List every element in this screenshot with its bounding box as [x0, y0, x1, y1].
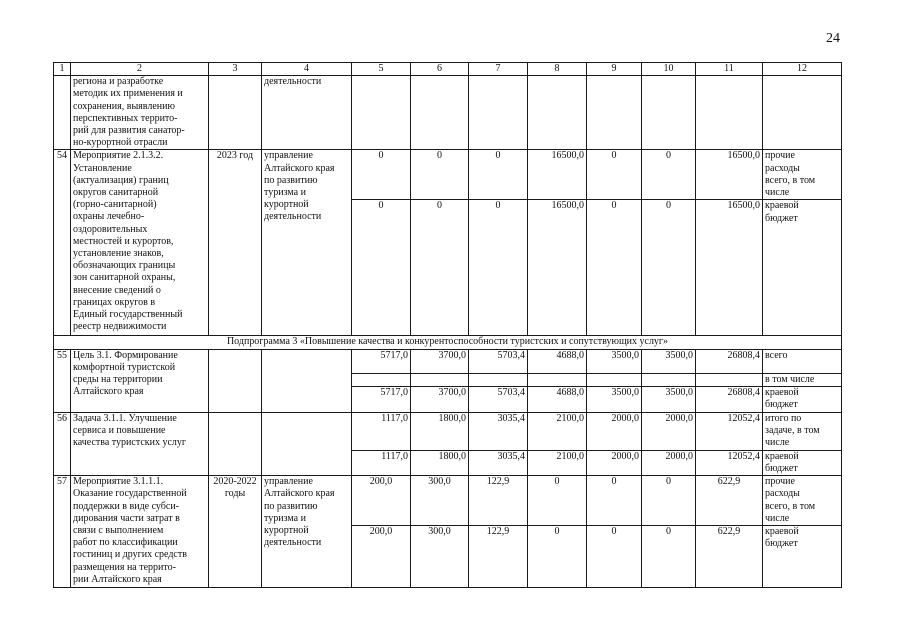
value-cell: [696, 373, 763, 386]
header-row: [54, 63, 842, 76]
value-cell: [587, 373, 642, 386]
value-cell: 26808,4: [696, 386, 763, 412]
header-cell: 1: [54, 63, 71, 76]
value-cell: [696, 76, 763, 150]
value-cell: [411, 373, 469, 386]
row-executor: деятельности: [262, 76, 352, 150]
value-cell: 0: [642, 526, 696, 588]
value-cell: 0: [587, 200, 642, 336]
value-cell: 2000,0: [587, 450, 642, 475]
value-cell: 12052,4: [696, 450, 763, 475]
header-cell: 12: [763, 63, 842, 76]
value-cell: 16500,0: [528, 150, 587, 200]
value-cell: 26808,4: [696, 349, 763, 373]
value-cell: [642, 76, 696, 150]
row-executor: [262, 412, 352, 475]
row-period: 2020-2022 годы: [209, 476, 262, 588]
value-cell: 2100,0: [528, 412, 587, 450]
value-cell: 622,9: [696, 476, 763, 526]
source-cell: краевой бюджет: [763, 386, 842, 412]
value-cell: 1800,0: [411, 412, 469, 450]
value-cell: 0: [642, 200, 696, 336]
value-cell: 16500,0: [696, 150, 763, 200]
source-cell: краевой бюджет: [763, 200, 842, 336]
value-cell: [411, 76, 469, 150]
value-cell: [469, 76, 528, 150]
value-cell: 16500,0: [528, 200, 587, 336]
table-row: [54, 476, 842, 526]
value-cell: 0: [411, 200, 469, 336]
value-cell: 0: [469, 150, 528, 200]
table-row: [54, 150, 842, 200]
header-cell: 2: [71, 63, 209, 76]
value-cell: 200,0: [352, 476, 411, 526]
value-cell: 3500,0: [642, 386, 696, 412]
value-cell: 3035,4: [469, 450, 528, 475]
value-cell: 3035,4: [469, 412, 528, 450]
source-cell: краевой бюджет: [763, 526, 842, 588]
row-name: Мероприятие 2.1.3.2. Установление (актуализация) границ округов санитарной (горно-санитарной) охраны лечебно- оздоровительных местностей и курортов, установление знаков, обозначающих границы зон санитарной охраны, внесение сведений о границах округов в Единый государственный реестр недвижимости: [71, 150, 209, 336]
value-cell: 300,0: [411, 476, 469, 526]
value-cell: [587, 76, 642, 150]
value-cell: 200,0: [352, 526, 411, 588]
header-cell: 9: [587, 63, 642, 76]
value-cell: 0: [587, 476, 642, 526]
value-cell: 0: [642, 476, 696, 526]
value-cell: [528, 373, 587, 386]
value-cell: 5703,4: [469, 349, 528, 373]
value-cell: 5717,0: [352, 386, 411, 412]
row-number: 57: [54, 476, 71, 588]
source-cell: итого по задаче, в том числе: [763, 412, 842, 450]
row-period: [209, 349, 262, 412]
value-cell: [642, 373, 696, 386]
value-cell: 0: [352, 150, 411, 200]
value-cell: 2000,0: [642, 450, 696, 475]
source-cell: прочие расходы всего, в том числе: [763, 476, 842, 526]
header-cell: 8: [528, 63, 587, 76]
table-row: [54, 349, 842, 373]
row-name: региона и разработке методик их применения и сохранения, выявлению перспективных террито- рий для развития санатор- но-курортной отрасли: [71, 76, 209, 150]
value-cell: 1117,0: [352, 450, 411, 475]
table-row: [54, 412, 842, 450]
value-cell: 3700,0: [411, 349, 469, 373]
value-cell: 0: [528, 476, 587, 526]
value-cell: 0: [587, 526, 642, 588]
source-cell: [763, 76, 842, 150]
row-executor: управление Алтайского края по развитию туризма и курортной деятельности: [262, 476, 352, 588]
value-cell: [528, 76, 587, 150]
value-cell: 122,9: [469, 476, 528, 526]
source-cell: прочие расходы всего, в том числе: [763, 150, 842, 200]
source-cell: краевой бюджет: [763, 450, 842, 475]
row-name: Задача 3.1.1. Улучшение сервиса и повышение качества туристских услуг: [71, 412, 209, 475]
row-number: 54: [54, 150, 71, 336]
value-cell: 0: [642, 150, 696, 200]
value-cell: [469, 373, 528, 386]
row-number: [54, 76, 71, 150]
page-number: 24: [826, 31, 840, 46]
value-cell: 2000,0: [587, 412, 642, 450]
value-cell: 16500,0: [696, 200, 763, 336]
row-name: Цель 3.1. Формирование комфортной туристской среды на территории Алтайского края: [71, 349, 209, 412]
header-cell: 11: [696, 63, 763, 76]
value-cell: 300,0: [411, 526, 469, 588]
value-cell: 3500,0: [587, 349, 642, 373]
value-cell: 3700,0: [411, 386, 469, 412]
subprogram-title: Подпрограмма 3 «Повышение качества и конкурентоспособности туристских и сопутствующих услуг»: [54, 336, 842, 349]
row-period: [209, 412, 262, 475]
value-cell: 3500,0: [642, 349, 696, 373]
header-cell: 10: [642, 63, 696, 76]
value-cell: 0: [411, 150, 469, 200]
value-cell: 0: [587, 150, 642, 200]
header-cell: 5: [352, 63, 411, 76]
value-cell: 0: [528, 526, 587, 588]
row-number: 56: [54, 412, 71, 475]
value-cell: 1800,0: [411, 450, 469, 475]
table-row: [54, 76, 842, 150]
value-cell: [352, 76, 411, 150]
row-executor: управление Алтайского края по развитию туризма и курортной деятельности: [262, 150, 352, 336]
value-cell: 0: [469, 200, 528, 336]
value-cell: 2100,0: [528, 450, 587, 475]
row-period: [209, 76, 262, 150]
value-cell: 5717,0: [352, 349, 411, 373]
value-cell: 122,9: [469, 526, 528, 588]
row-executor: [262, 349, 352, 412]
header-cell: 6: [411, 63, 469, 76]
value-cell: 1117,0: [352, 412, 411, 450]
value-cell: 0: [352, 200, 411, 336]
value-cell: 3500,0: [587, 386, 642, 412]
value-cell: 4688,0: [528, 386, 587, 412]
value-cell: 2000,0: [642, 412, 696, 450]
value-cell: 12052,4: [696, 412, 763, 450]
header-cell: 4: [262, 63, 352, 76]
header-cell: 7: [469, 63, 528, 76]
value-cell: 4688,0: [528, 349, 587, 373]
source-cell: в том числе: [763, 373, 842, 386]
value-cell: 622,9: [696, 526, 763, 588]
budget-table: [53, 62, 842, 588]
value-cell: [352, 373, 411, 386]
row-name: Мероприятие 3.1.1.1. Оказание государственной поддержки в виде субси- дирования части затрат в связи с выполнением работ по классификации гостиниц и других средств размещения на террито- рии Алтайского края: [71, 476, 209, 588]
row-period: 2023 год: [209, 150, 262, 336]
subprogram-row: [54, 336, 842, 349]
source-cell: всего: [763, 349, 842, 373]
value-cell: 5703,4: [469, 386, 528, 412]
header-cell: 3: [209, 63, 262, 76]
row-number: 55: [54, 349, 71, 412]
